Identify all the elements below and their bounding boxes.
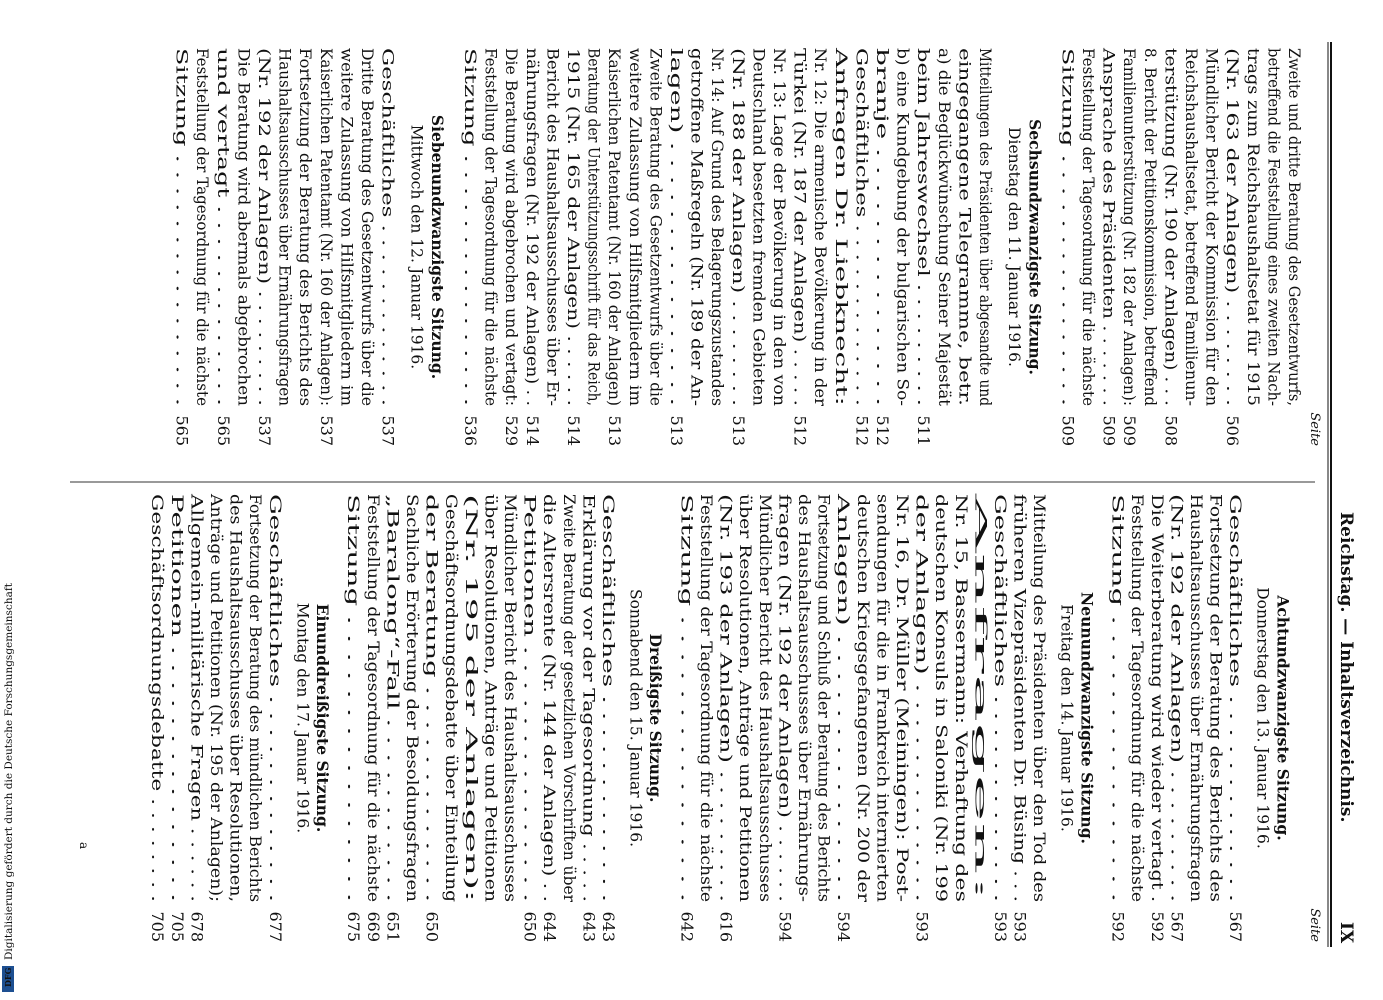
session-date: Mittwoch den 12. Januar 1916.: [407, 124, 426, 370]
toc-entry-text: Geschäftliches . . . . . . . . . . . . .: [599, 494, 617, 738]
toc-entry-text: Nr. 13: Lage der Bevölkerung in den von: [770, 48, 788, 369]
toc-page-number: 514: [564, 415, 583, 446]
toc-entry-text: (Nr. 188 der Anlagen) . . . . . . . .: [728, 48, 747, 299]
toc-page-number: 592: [1108, 911, 1128, 942]
toc-entry-text: Nr. 14: Auf Grund des Belagerungszustandes: [708, 48, 727, 404]
toc-entry-text: Fortsetzung der Beratung des mündlichen Berichts: [246, 494, 265, 898]
toc-page-number: 669: [363, 911, 383, 942]
session-date: Sonnabend den 15. Januar 1916.: [626, 588, 645, 848]
toc-page-number: 593: [912, 911, 932, 942]
toc-entry-text: Feststellung der Tagesordnung für die nächste: [363, 494, 382, 862]
toc-entry-text: Kaiserlichen Patentamt (Nr. 160 der Anlagen):: [316, 48, 335, 414]
toc-entry-text: der Anlagen) . . . . . . . . . . . . .: [912, 494, 931, 725]
dfg-logo-text: DFG: [3, 967, 13, 987]
toc-entry-text: Bericht des Haushaltsausschusses über Er-: [543, 48, 562, 389]
session-date: Donnerstag den 13. Januar 1916.: [1253, 587, 1272, 849]
toc-page-number: 594: [775, 911, 795, 942]
toc-page-number: 643: [599, 911, 618, 942]
toc-entry-text: Deutschland besetzten fremden Gebieten: [749, 48, 768, 375]
toc-page-number: 514: [522, 415, 542, 446]
session-heading: Dreißigste Sitzung.: [646, 633, 666, 803]
toc-page-number: 565: [213, 415, 233, 446]
toc-entry-text: Mündlicher Bericht des Haushaltsausschusses: [501, 494, 519, 861]
toc-page-number: 509: [1120, 415, 1140, 446]
toc-entry-text: Feststellung der Tagesordnung für die nächste: [193, 48, 212, 416]
session-heading: Einunddreißigste Sitzung.: [312, 603, 332, 833]
toc-entry-text: Türkei (Nr. 187 der Anlagen) . . . . .: [790, 48, 809, 326]
toc-entry-text: Geschäftsordnungsdebatte über Einteilung: [442, 494, 461, 834]
session-date: Freitag den 14. Januar 1916.: [1057, 604, 1076, 832]
toc-page-number: 513: [728, 415, 748, 446]
toc-page-number: 512: [852, 415, 872, 446]
toc-entry-text: Die Weiterberatung wird wieder vertagt .: [1147, 494, 1166, 821]
session-heading: Siebenundzwanzigste Sitzung.: [428, 114, 448, 380]
toc-entry-text: nährungsfragen (Nr. 192 der Anlagen) . .: [522, 48, 541, 371]
toc-entry-text: 8. Bericht der Petitionskommission, betreffend: [1140, 48, 1159, 416]
toc-entry-text: deutschen Konsuls in Saloniki (Nr. 199: [932, 494, 951, 800]
toc-entry-text: Geschäftliches . . . . . . . . . . . . .: [378, 48, 397, 292]
toc-entry-text: Fortsetzung der Beratung des Berichts des: [1206, 494, 1225, 833]
digitization-credit: [2, 582, 15, 992]
toc-entry-text: (Nr. 192 der Anlagen) . . . . . . . . .: [1167, 494, 1186, 755]
toc-page-number: 642: [677, 911, 697, 942]
toc-page-number: 567: [1167, 911, 1187, 942]
toc-entry-text: Zweite und dritte Beratung des Gesetzentwurfs,: [1285, 48, 1303, 429]
toc-page-number: 651: [383, 911, 403, 942]
toc-page-number: 644: [540, 911, 560, 942]
toc-entry-text: Geschäftliches . . . . . . . . . . . . .: [991, 494, 1009, 738]
page-numeral: IX: [1336, 922, 1356, 944]
toc-page-number: 592: [1147, 911, 1167, 942]
toc-entry-text: der Beratung . . . . . . . . . . . . .: [422, 494, 441, 727]
toc-page-number: 513: [667, 415, 686, 446]
toc-page-number: 536: [461, 415, 480, 446]
session-heading: Achtundzwanzigste Sitzung.: [1273, 595, 1293, 841]
toc-entry-text: „Baralong“-Fall . . . . . . . . . . .: [383, 494, 402, 724]
toc-page-number: 565: [172, 415, 192, 446]
toc-entry-text: Sachliche Erörterung der Besoldungsfragen: [403, 494, 421, 842]
toc-entry-text: Allgemein-militärische Fragen . . . . . .: [187, 494, 206, 792]
toc-entry-text: Anlagen) . . . . . . . . . . . . . . .: [834, 494, 853, 713]
toc-page-number: 675: [344, 911, 364, 942]
toc-entry-text: Dritte Beratung des Gesetzentwurfs über die: [358, 48, 376, 403]
toc-page-number: 513: [605, 415, 625, 446]
toc-entry-text: Sitzung . . . . . . . . . . . . . . . .: [344, 494, 363, 712]
toc-entry-text: Mitteilung des Präsidenten über den Tod des: [1030, 494, 1049, 849]
toc-entry-text: und vertagt . . . . . . . . . . . . .: [213, 48, 232, 268]
toc-entry-text: über Resolutionen, Anträge und Petitionen: [481, 494, 500, 831]
toc-entry-text: weitere Zulassung von Hilfsmitgliedern im: [337, 48, 356, 385]
toc-page-number: 509: [1099, 415, 1119, 446]
toc-entry-text: Petitionen . . . . . . . . . . . . . . .: [520, 494, 539, 722]
toc-entry-text: Nr. 15, Bassermann: Verhaftung des: [951, 494, 970, 780]
toc-entry-text: Nr. 16, Dr. Müller (Meiningen): Post-: [893, 494, 911, 783]
toc-entry-text: Feststellung der Tagesordnung für die nächste: [697, 494, 715, 862]
signature-mark: a: [77, 842, 91, 850]
toc-entry-text: deutschen Kriegsgefangenen (Nr. 200 der: [853, 494, 872, 825]
toc-entry-text: (Nr. 193 der Anlagen) . . . . . . . . .: [716, 494, 735, 755]
toc-page-number: 537: [255, 415, 274, 446]
toc-entry-text: Zweite Beratung der gesetzlichen Vorschriften über: [559, 494, 578, 904]
toc-entry-text: Kaiserlichen Patentamt (Nr. 160 der Anlagen): [605, 48, 624, 409]
toc-entry-text: lagen) . . . . . . . . . . . . . . . .: [667, 48, 685, 255]
toc-entry-text: Geschäftliches . . . . . . . . . . . . .: [1226, 494, 1245, 738]
toc-entry-text: Geschäftliches . . . . . . . . . . . . .: [265, 494, 284, 738]
toc-entry-text: Beratung der Unterstützungsschrift für das Reich,: [584, 48, 603, 446]
toc-entry-text: des Haushaltsausschusses über Ernährungs-: [795, 494, 813, 847]
toc-entry-text: Anfragen Dr. Liebknecht:: [831, 48, 850, 247]
toc-entry-text: Mitteilungen des Präsidenten über abgesandte und: [976, 48, 994, 453]
session-date: Montag den 17. Januar 1916.: [293, 602, 312, 834]
toc-page-number: 537: [316, 415, 336, 446]
toc-page-number: 512: [790, 415, 810, 446]
toc-page-number: 529: [502, 415, 522, 446]
toc-entry-text: Sitzung . . . . . . . . . . . . . . . .: [461, 48, 479, 266]
toc-entry-text: Feststellung der Tagesordnung für die nächste: [481, 48, 500, 416]
toc-page-number: 643: [579, 911, 599, 942]
toc-page-number: 677: [265, 911, 285, 942]
toc-entry-text: trags zum Reichshaushaltsetat für 1915: [1243, 48, 1262, 363]
toc-entry-text: b) eine Kundgebung der bulgarischen So-: [893, 48, 912, 376]
toc-entry-text: 1915 (Nr. 165 der Anlagen) . . . . . .: [564, 48, 582, 324]
toc-entry-text: Reichshaushaltsetat, betreffend Familienun-: [1182, 48, 1200, 397]
toc-page-number: 537: [378, 415, 398, 446]
toc-entry-text: Sitzung . . . . . . . . . . . . . . . .: [1058, 48, 1077, 266]
toc-entry-text: Geschäftliches . . . . . . . . . . . . .: [852, 48, 871, 292]
toc-entry-text: (Nr. 192 der Anlagen) . . . . . . . . .: [255, 48, 273, 309]
toc-entry-text: Sitzung . . . . . . . . . . . . . . . .: [1108, 494, 1127, 712]
digitization-credit-text: Digitalisierung gefördert durch die Deutsche Forschungsgemeinschaft: [3, 583, 15, 960]
toc-entry-text: Feststellung der Tagesordnung für die nächste: [1128, 494, 1147, 862]
toc-entry-text: die Altersrente (Nr. 144 der Anlagen) . .: [540, 494, 559, 809]
toc-entry-text: eingegangene Telegramme, betr.: [955, 48, 974, 307]
toc-page-number: 512: [873, 415, 892, 446]
toc-page-number: 616: [716, 911, 736, 942]
session-heading: Sechsundzwanzigste Sitzung.: [1025, 119, 1045, 375]
toc-entry-text: Mündlicher Bericht der Kommission für den: [1202, 48, 1221, 396]
toc-entry-text: Fortsetzung der Beratung des Berichts des: [296, 48, 315, 387]
toc-page-number: 509: [1058, 415, 1078, 446]
toc-entry-text: Geschäftsordnungsdebatte . . . . . . . .: [148, 494, 167, 785]
running-title: Reichstag. — Inhaltsverzeichnis.: [1336, 512, 1356, 823]
toc-entry-text: Mündlicher Bericht des Haushaltsausschusses: [755, 494, 774, 861]
left-column-seite-heading: Seite: [1307, 412, 1322, 446]
toc-entry-text: Fortsetzung und Schluß der Beratung des Berichts: [814, 494, 833, 895]
toc-entry-text: früheren Vizepräsidenten Dr. Büsing . . .: [1010, 494, 1029, 812]
toc-entry-text: branje . . . . . . . . . . . . . . .: [873, 48, 891, 247]
right-column-seite-heading: Seite: [1307, 908, 1322, 942]
toc-entry-text: Familienunterstützung (Nr. 182 der Anlagen):: [1120, 48, 1139, 409]
toc-page-number: 650: [422, 911, 442, 942]
toc-entry-text: (Nr. 163 der Anlagen) . . . . . . . .: [1223, 48, 1242, 299]
toc-entry-text: a) die Beglückwünschung Seiner Majestät: [934, 48, 953, 381]
left-column: [172, 46, 1303, 453]
toc-entry-text: Sitzung . . . . . . . . . . . . . . . .: [172, 48, 191, 266]
toc-entry-text: Feststellung der Tagesordnung für die nächste: [1079, 48, 1097, 416]
toc-page-number: 508: [1161, 415, 1181, 446]
toc-page-number: 593: [1010, 911, 1030, 942]
toc-entry-text: über Resolutionen, Anträge und Petitionen: [736, 494, 755, 831]
toc-page-number: 511: [914, 415, 934, 446]
toc-page-number: 678: [187, 911, 207, 942]
rotated-page-content: [70, 42, 1356, 947]
toc-entry-text: getroffene Maßregeln (Nr. 189 der An-: [687, 48, 706, 353]
toc-entry-text: Zweite Beratung des Gesetzentwurfs über die: [646, 48, 665, 410]
toc-entry-text: (Nr. 195 der Anlagen):: [461, 494, 480, 671]
toc-entry-text: fragen (Nr. 192 der Anlagen) . . . . . .: [775, 494, 794, 782]
toc-entry-text: betreffend die Feststellung eines zweiten Nach-: [1264, 48, 1283, 424]
toc-page-number: 650: [520, 911, 540, 942]
toc-entry-text: Sitzung . . . . . . . . . . . . . . . .: [677, 494, 696, 712]
toc-entry-text: Nr. 12: Die armenische Bevölkerung in der: [811, 48, 830, 386]
toc-entry-text: Anfragen:: [971, 494, 990, 572]
toc-entry-text: Die Beratung wird abermals abgebrochen: [234, 48, 253, 379]
toc-entry-text: Erklärung vor der Tagesordnung . . . . .: [579, 494, 598, 802]
toc-entry-text: Die Beratung wird abgebrochen und vertagt:: [502, 48, 521, 403]
toc-page-number: 705: [148, 911, 168, 942]
toc-entry-text: beim Jahreswechsel . . . . . . . . .: [914, 48, 933, 294]
toc-page-number: 506: [1223, 415, 1243, 446]
toc-entry-text: Ansprache des Präsidenten . . . . . . .: [1099, 48, 1118, 332]
toc-entry-text: des Haushaltsausschusses über Resolutionen,: [226, 494, 245, 856]
toc-entry-text: weitere Zulassung von Hilfsmitgliedern im: [625, 48, 644, 385]
toc-page-number: 705: [167, 911, 187, 942]
session-date: Dienstag den 11. Januar 1916.: [1004, 127, 1023, 367]
toc-entry-text: Haushaltsausschusses über Ernährungsfragen: [275, 48, 294, 415]
toc-entry-text: terstützung (Nr. 190 der Anlagen) . . .: [1161, 48, 1180, 346]
session-heading: Neunundzwanzigste Sitzung.: [1077, 592, 1097, 844]
toc-entry-text: Anträge und Petitionen (Nr. 195 der Anlagen);: [207, 494, 225, 859]
toc-entry-text: Haushaltsausschusses über Ernährungsfragen: [1187, 494, 1205, 861]
toc-entry-text: Petitionen . . . . . . . . . . . . . . .: [167, 494, 186, 722]
toc-page-number: 594: [834, 911, 854, 942]
toc-page-number: 567: [1226, 911, 1246, 942]
toc-page-number: 593: [991, 911, 1010, 942]
toc-entry-text: sendungen für die in Frankreich internierten: [873, 494, 892, 849]
